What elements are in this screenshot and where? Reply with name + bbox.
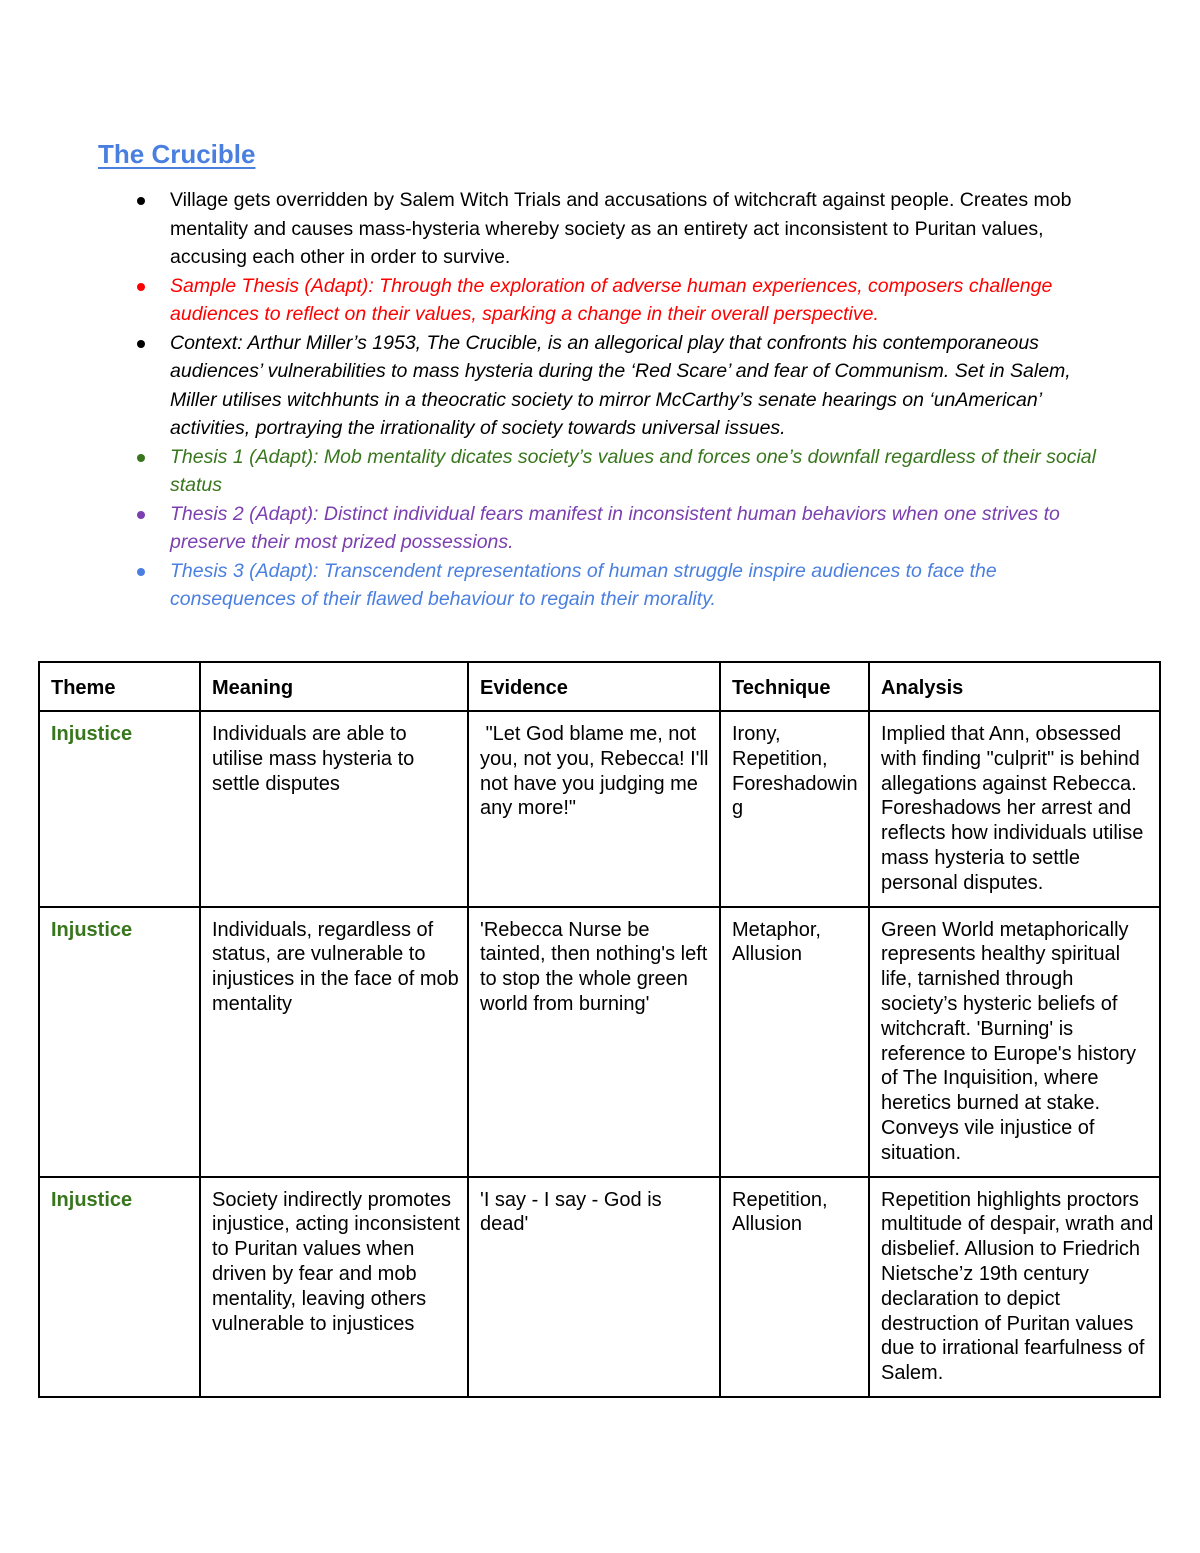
cell-theme: Injustice	[39, 711, 200, 907]
cell-meaning: Individuals, regardless of status, are vulnerable to injustices in the face of mob mentality	[200, 907, 468, 1177]
bullet-thesis-3	[0, 557, 1105, 614]
bullet-text: Village gets overridden by Salem Witch Trials and accusations of witchcraft against people. Creates mob mentality and causes mass-hysteria whereby society as an entirety act inconsistent to Puritan values, accusing each other in order to survive.	[170, 189, 1072, 268]
bullet-dot-icon	[137, 568, 145, 576]
header-meaning: Meaning	[200, 662, 468, 711]
bullet-dot-icon	[137, 340, 145, 348]
bullet-dot-icon	[137, 197, 145, 205]
bullet-dot-icon	[137, 511, 145, 519]
bullet-text: Context: Arthur Miller’s 1953, The Crucible, is an allegorical play that confronts his contemporaneous audiences’ vulnerabilities to mass hysteria during the ‘Red Scare’ and fear of Communism. Set in Salem, Miller utilises witchhunts in a theocratic society to mirror McCarthy’s senate hearings on ‘unAmerican’ activities, portraying the irrationality of society towards universal issues.	[170, 331, 1071, 439]
cell-technique: Repetition, Allusion	[720, 1177, 869, 1397]
cell-meaning: Society indirectly promotes injustice, acting inconsistent to Puritan values when driven by fear and mob mentality, leaving others vulnerable to injustices	[200, 1177, 468, 1397]
bullet-text: Thesis 2 (Adapt): Distinct individual fears manifest in inconsistent human behaviors when one strives to preserve their most prized possessions.	[170, 502, 1060, 553]
cell-evidence: "Let God blame me, not you, not you, Rebecca! I'll not have you judging me any more!"	[468, 711, 720, 907]
cell-theme: Injustice	[39, 1177, 200, 1397]
bullet-list	[0, 186, 1200, 614]
cell-analysis: Green World metaphorically represents healthy spiritual life, tarnished through society’s hysteric beliefs of witchcraft. 'Burning' is reference to Europe's history of The Inquisition, where heretics burned at stake. Conveys vile injustice of situation.	[869, 907, 1160, 1177]
bullet-thesis-1	[0, 443, 1105, 500]
header-analysis: Analysis	[869, 662, 1160, 711]
cell-technique: Irony, Repetition, Foreshadowing	[720, 711, 869, 907]
bullet-context	[0, 329, 1105, 443]
cell-analysis: Repetition highlights proctors multitude of despair, wrath and disbelief. Allusion to Friedrich Nietsche’z 19th century declaration to depict destruction of Puritan values due to irrational fearfulness of Salem.	[869, 1177, 1160, 1397]
cell-meaning: Individuals are able to utilise mass hysteria to settle disputes	[200, 711, 468, 907]
bullet-text: Thesis 1 (Adapt): Mob mentality dicates society’s values and forces one’s downfall regardless of their social status	[170, 445, 1096, 496]
bullet-summary	[0, 186, 1105, 272]
analysis-table	[38, 661, 1161, 1398]
cell-technique: Metaphor, Allusion	[720, 907, 869, 1177]
page-title: The Crucible	[98, 139, 256, 169]
header-technique: Technique	[720, 662, 869, 711]
cell-evidence: 'Rebecca Nurse be tainted, then nothing's left to stop the whole green world from burning'	[468, 907, 720, 1177]
table-row	[39, 711, 1160, 907]
bullet-thesis-2	[0, 500, 1105, 557]
bullet-dot-icon	[137, 454, 145, 462]
bullet-text: Thesis 3 (Adapt): Transcendent representations of human struggle inspire audiences to face the consequences of their flawed behaviour to regain their morality.	[170, 559, 997, 610]
table-row	[39, 1177, 1160, 1397]
bullet-sample-thesis	[0, 272, 1105, 329]
cell-analysis: Implied that Ann, obsessed with finding "culprit" is behind allegations against Rebecca. Foreshadows her arrest and reflects how individuals utilise mass hysteria to settle personal disputes.	[869, 711, 1160, 907]
table-row	[39, 907, 1160, 1177]
cell-theme: Injustice	[39, 907, 200, 1177]
header-evidence: Evidence	[468, 662, 720, 711]
cell-evidence: 'I say - I say - God is dead'	[468, 1177, 720, 1397]
table-header-row	[39, 662, 1160, 711]
bullet-dot-icon	[137, 283, 145, 291]
header-theme: Theme	[39, 662, 200, 711]
bullet-text: Sample Thesis (Adapt): Through the exploration of adverse human experiences, composers challenge audiences to reflect on their values, sparking a change in their overall perspective.	[170, 274, 1053, 325]
